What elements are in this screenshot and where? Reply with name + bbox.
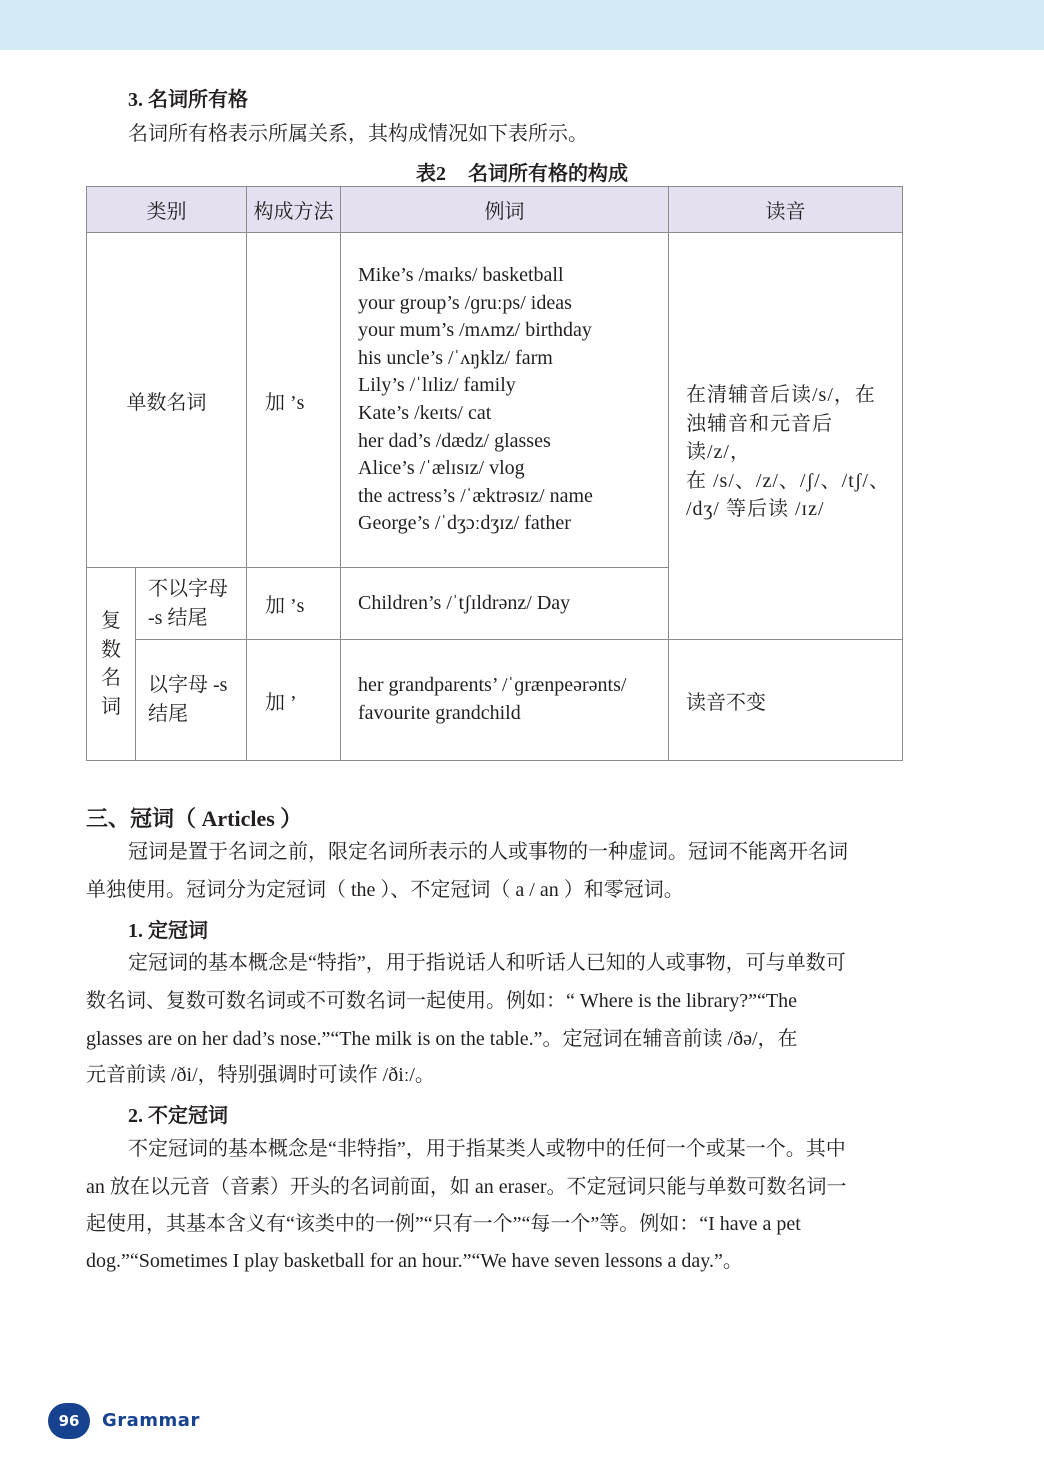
subcategory-line: 结尾: [148, 703, 188, 725]
plural-category-char: 名: [101, 667, 121, 689]
pronunciation-line: 在清辅音后读/s/，在: [686, 384, 876, 406]
definite-line: 定冠词的基本概念是“特指”，用于指说话人和听话人已知的人或事物，可与单数可: [128, 952, 846, 974]
table-row-plural-with-s: [87, 640, 903, 761]
example-line: her grandparents’ /ˈɡrænpeərənts/: [358, 674, 627, 697]
singular-method: 加 ’s: [247, 233, 341, 568]
table-caption-title: 名词所有格的构成: [468, 163, 628, 185]
subcategory-line: 以字母 -s: [148, 674, 228, 696]
definite-article-title: 1. 定冠词: [128, 920, 208, 942]
articles-heading: 三、冠词（ Articles ）: [86, 806, 303, 831]
example-line: your mum’s /mʌmz/ birthday: [358, 319, 592, 342]
plural-category-char: 复: [101, 610, 121, 632]
singular-examples: [341, 233, 669, 568]
indefinite-line: an 放在以元音（音素）开头的名词前面，如 an eraser。不定冠词只能与单数可数名词一: [86, 1176, 847, 1198]
plural-with-s-subcategory: [136, 640, 247, 761]
footer-section-label: Grammar: [102, 1410, 200, 1431]
definite-line: glasses are on her dad’s nose.”“The milk is on the table.”。定冠词在辅音前读 /ðə/，在: [86, 1028, 798, 1050]
example-line: her dad’s /dædz/ glasses: [358, 429, 551, 452]
plural-with-s-example: [341, 640, 669, 761]
example-line: Mike’s /maɪks/ basketball: [358, 264, 564, 287]
indefinite-article-title: 2. 不定冠词: [128, 1105, 228, 1127]
header-pronunciation: 读音: [669, 187, 903, 233]
intro-paragraph: 名词所有格表示所属关系，其构成情况如下表所示。: [128, 123, 588, 145]
table-header-row: [87, 187, 903, 233]
example-line: your group’s /ɡruːps/ ideas: [358, 291, 572, 314]
table-caption: [0, 157, 1044, 186]
pronunciation-line: /dʒ/ 等后读 /ɪz/: [686, 498, 825, 520]
singular-pronunciation: [669, 233, 903, 640]
header-category: 类别: [87, 187, 247, 233]
articles-intro-line: 冠词是置于名词之前，限定名词所表示的人或事物的一种虚词。冠词不能离开名词: [128, 841, 848, 863]
plural-category: [87, 568, 136, 761]
plural-category-char: 数: [101, 638, 121, 661]
pronunciation-line: 在 /s/、/z/、/ʃ/、/tʃ/、: [686, 469, 890, 492]
subcategory-line: -s 结尾: [148, 606, 208, 629]
indefinite-line: 起使用，其基本含义有“该类中的一例”“只有一个”“每一个”等。例如：“I have a pet: [86, 1213, 801, 1235]
plural-with-s-pronunciation: 读音不变: [669, 640, 903, 761]
header-examples: 例词: [341, 187, 669, 233]
example-line: his uncle’s /ˈʌŋklz/ farm: [358, 346, 553, 369]
indefinite-line: 不定冠词的基本概念是“非特指”，用于指某类人或物中的任何一个或某一个。其中: [128, 1138, 846, 1160]
plural-no-s-method: 加 ’s: [247, 568, 341, 640]
subcategory-line: 不以字母: [148, 577, 228, 600]
page-number-badge: 96: [48, 1403, 90, 1439]
possessive-table: [86, 186, 903, 761]
plural-no-s-subcategory: [136, 568, 247, 640]
plural-category-char: 词: [101, 695, 121, 718]
example-line: Alice’s /ˈælɪsɪz/ vlog: [358, 457, 525, 480]
example-line: Lily’s /ˈlɪliz/ family: [358, 374, 516, 397]
example-line: George’s /ˈdʒɔːdʒɪz/ father: [358, 512, 571, 535]
example-line: the actress’s /ˈæktrəsɪz/ name: [358, 484, 593, 507]
top-color-band: [0, 0, 1044, 50]
pronunciation-line: 浊辅音和元音后读/z/，: [686, 412, 833, 463]
example-line: Kate’s /keɪts/ cat: [358, 402, 492, 424]
definite-line: 数名词、复数可数名词或不可数名词一起使用。例如：“ Where is the library?”“The: [86, 990, 797, 1012]
header-method: 构成方法: [247, 187, 341, 233]
articles-intro-line: 单独使用。冠词分为定冠词（ the ）、不定冠词（ a / an ）和零冠词。: [86, 879, 684, 901]
subsection-title: 3. 名词所有格: [128, 89, 248, 111]
table-row-singular: [87, 233, 903, 568]
singular-category: 单数名词: [87, 233, 247, 568]
plural-with-s-method: 加 ’: [247, 640, 341, 761]
plural-no-s-example: Children’s /ˈtʃɪldrənz/ Day: [341, 568, 669, 640]
example-line: favourite grandchild: [358, 702, 521, 724]
table-caption-number: 表2: [416, 163, 446, 185]
indefinite-line: dog.”“Sometimes I play basketball for an hour.”“We have seven lessons a day.”。: [86, 1250, 743, 1272]
definite-line: 元音前读 /ði/，特别强调时可读作 /ðiː/。: [86, 1064, 435, 1086]
